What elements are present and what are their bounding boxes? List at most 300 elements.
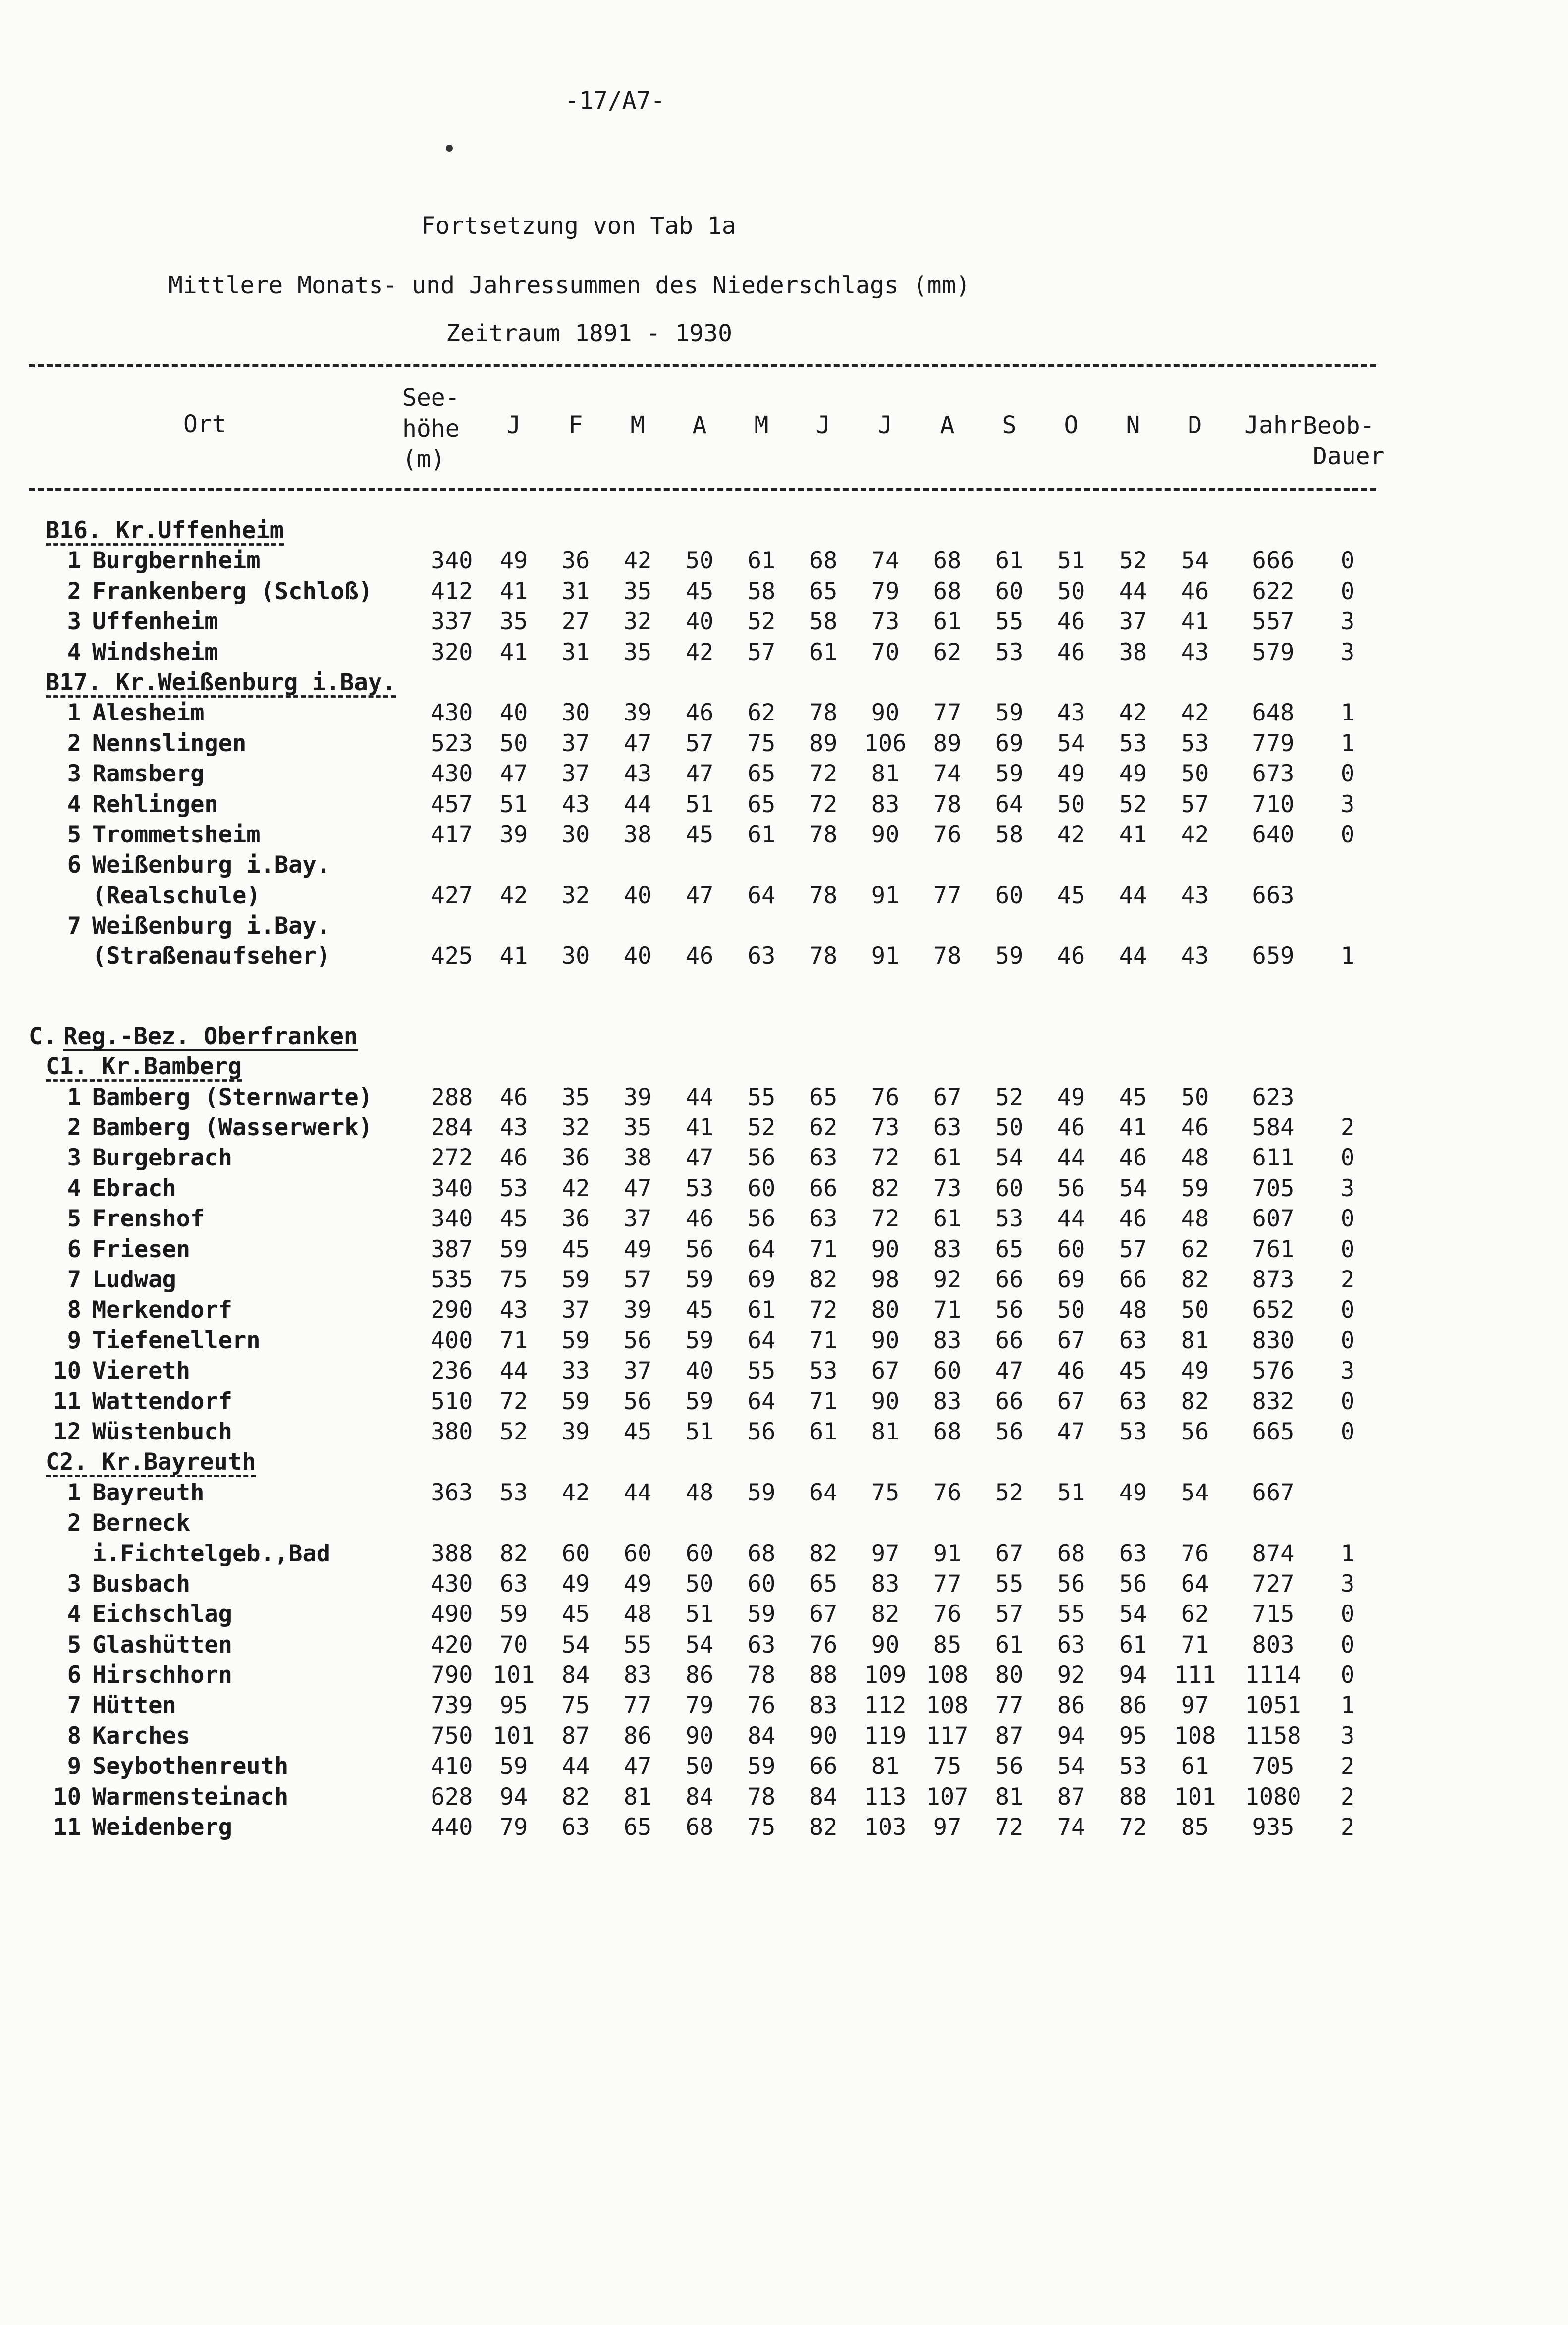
annual-total-cell: 1051	[1245, 1692, 1301, 1719]
monthly-value-cell: 66	[809, 1174, 838, 1202]
observation-duration-cell: 0	[1340, 1235, 1355, 1263]
monthly-value-cell: 69	[1057, 1266, 1085, 1293]
monthly-value-cell: 53	[1119, 1753, 1147, 1780]
station-name: Warmensteinach	[92, 1783, 289, 1811]
monthly-value-cell: 108	[926, 1661, 969, 1689]
monthly-value-cell: 39	[623, 699, 652, 727]
table-row	[0, 1690, 1568, 1720]
observation-duration-cell: 0	[1340, 1387, 1355, 1415]
monthly-value-cell: 46	[1181, 1114, 1209, 1142]
monthly-value-cell: 48	[623, 1601, 652, 1628]
monthly-value-cell: 47	[1057, 1418, 1085, 1445]
monthly-value-cell: 62	[1181, 1601, 1209, 1628]
table-row	[0, 1356, 1568, 1386]
page-number: -17/A7-	[565, 87, 665, 114]
observation-duration-cell: 0	[1340, 760, 1355, 788]
station-name: Seybothenreuth	[92, 1753, 289, 1780]
row-number: 9	[67, 1327, 81, 1354]
elevation-cell: 628	[431, 1783, 473, 1811]
row-number: 5	[67, 1631, 81, 1659]
monthly-value-cell: 56	[1057, 1570, 1085, 1598]
monthly-value-cell: 76	[871, 1083, 900, 1111]
column-header-month: A	[692, 411, 707, 439]
monthly-value-cell: 75	[747, 1814, 776, 1841]
column-header-month: D	[1188, 411, 1202, 439]
header-bottom-rule	[29, 488, 1376, 491]
annual-total-cell: 803	[1252, 1631, 1295, 1659]
column-header-seehoehe: See- höhe (m)	[402, 384, 460, 473]
monthly-value-cell: 61	[809, 1418, 838, 1445]
monthly-value-cell: 92	[933, 1266, 962, 1293]
column-header-month: S	[1002, 411, 1017, 439]
elevation-cell: 340	[431, 1174, 473, 1202]
table-row	[0, 1539, 1568, 1569]
monthly-value-cell: 111	[1174, 1661, 1216, 1689]
station-name: Busbach	[92, 1570, 191, 1598]
monthly-value-cell: 67	[871, 1357, 900, 1385]
elevation-cell: 523	[431, 729, 473, 757]
monthly-value-cell: 46	[1057, 608, 1085, 636]
annual-total-cell: 648	[1252, 699, 1295, 727]
station-name: Friesen	[92, 1235, 191, 1263]
monthly-value-cell: 66	[995, 1327, 1024, 1354]
station-name: Ramsberg	[92, 760, 205, 788]
row-number: 8	[67, 1722, 81, 1750]
monthly-value-cell: 88	[809, 1661, 838, 1689]
observation-duration-cell: 0	[1340, 1631, 1355, 1659]
monthly-value-cell: 51	[685, 790, 714, 818]
monthly-value-cell: 81	[871, 760, 900, 788]
row-number: 2	[67, 577, 81, 605]
monthly-value-cell: 61	[1181, 1753, 1209, 1780]
table-row	[0, 1326, 1568, 1356]
monthly-value-cell: 71	[809, 1235, 838, 1263]
row-number: 10	[53, 1783, 81, 1811]
table-row	[0, 1112, 1568, 1143]
monthly-value-cell: 56	[1181, 1418, 1209, 1445]
monthly-value-cell: 90	[809, 1722, 838, 1750]
monthly-value-cell: 60	[995, 1174, 1024, 1202]
annual-total-cell: 576	[1252, 1357, 1295, 1385]
monthly-value-cell: 89	[809, 729, 838, 757]
monthly-value-cell: 50	[685, 1753, 714, 1780]
monthly-value-cell: 55	[1057, 1601, 1085, 1628]
monthly-value-cell: 31	[561, 577, 590, 605]
monthly-value-cell: 53	[809, 1357, 838, 1385]
observation-duration-cell: 3	[1340, 638, 1355, 666]
monthly-value-cell: 66	[809, 1753, 838, 1780]
observation-duration-cell: 1	[1340, 729, 1355, 757]
monthly-value-cell: 54	[1119, 1174, 1147, 1202]
monthly-value-cell: 52	[995, 1479, 1024, 1506]
monthly-value-cell: 64	[809, 1479, 838, 1506]
monthly-value-cell: 40	[685, 608, 714, 636]
table-row	[0, 1508, 1568, 1538]
monthly-value-cell: 48	[1119, 1296, 1147, 1324]
monthly-value-cell: 97	[933, 1814, 962, 1841]
monthly-value-cell: 76	[933, 821, 962, 848]
monthly-value-cell: 68	[685, 1814, 714, 1841]
monthly-value-cell: 81	[1181, 1327, 1209, 1354]
monthly-value-cell: 44	[623, 1479, 652, 1506]
station-name: Glashütten	[92, 1631, 232, 1659]
monthly-value-cell: 83	[871, 1570, 900, 1598]
monthly-value-cell: 45	[1119, 1357, 1147, 1385]
observation-duration-cell: 3	[1340, 1722, 1355, 1750]
monthly-value-cell: 53	[995, 638, 1024, 666]
station-name: Wattendorf	[92, 1387, 232, 1415]
monthly-value-cell: 38	[623, 1144, 652, 1172]
annual-total-cell: 623	[1252, 1083, 1295, 1111]
monthly-value-cell: 49	[561, 1570, 590, 1598]
monthly-value-cell: 33	[561, 1357, 590, 1385]
station-name: Ludwag	[92, 1266, 176, 1293]
monthly-value-cell: 51	[499, 790, 528, 818]
monthly-value-cell: 97	[871, 1540, 900, 1567]
table-row	[0, 1812, 1568, 1842]
station-name: Bamberg (Sternwarte)	[92, 1083, 373, 1111]
station-name: Hütten	[92, 1692, 176, 1719]
monthly-value-cell: 82	[561, 1783, 590, 1811]
monthly-value-cell: 54	[995, 1144, 1024, 1172]
monthly-value-cell: 69	[747, 1266, 776, 1293]
monthly-value-cell: 56	[623, 1327, 652, 1354]
row-number: 2	[67, 729, 81, 757]
monthly-value-cell: 43	[1181, 882, 1209, 909]
monthly-value-cell: 94	[499, 1783, 528, 1811]
observation-duration-cell: 2	[1340, 1753, 1355, 1780]
monthly-value-cell: 36	[561, 1144, 590, 1172]
monthly-value-cell: 49	[1057, 760, 1085, 788]
monthly-value-cell: 66	[1119, 1266, 1147, 1293]
monthly-value-cell: 89	[933, 729, 962, 757]
elevation-cell: 430	[431, 1570, 473, 1598]
monthly-value-cell: 72	[871, 1144, 900, 1172]
monthly-value-cell: 59	[747, 1601, 776, 1628]
annual-total-cell: 667	[1252, 1479, 1295, 1506]
monthly-value-cell: 31	[561, 638, 590, 666]
observation-duration-cell: 1	[1340, 1692, 1355, 1719]
monthly-value-cell: 75	[933, 1753, 962, 1780]
monthly-value-cell: 82	[1181, 1266, 1209, 1293]
observation-duration-cell: 0	[1340, 1144, 1355, 1172]
observation-duration-cell: 3	[1340, 608, 1355, 636]
table-row	[0, 637, 1568, 667]
monthly-value-cell: 79	[499, 1814, 528, 1841]
annual-total-cell: 705	[1252, 1753, 1295, 1780]
monthly-value-cell: 53	[995, 1205, 1024, 1233]
monthly-value-cell: 90	[685, 1722, 714, 1750]
monthly-value-cell: 59	[685, 1387, 714, 1415]
monthly-value-cell: 77	[933, 882, 962, 909]
column-header-month: N	[1126, 411, 1140, 439]
region-letter: C.	[29, 1022, 57, 1050]
monthly-value-cell: 56	[747, 1205, 776, 1233]
row-number: 4	[67, 1601, 81, 1628]
monthly-value-cell: 42	[1057, 821, 1085, 848]
elevation-cell: 380	[431, 1418, 473, 1445]
monthly-value-cell: 32	[561, 882, 590, 909]
district-title: C1. Kr.Bamberg	[46, 1053, 242, 1081]
row-number: 1	[67, 547, 81, 575]
monthly-value-cell: 119	[864, 1722, 907, 1750]
annual-total-cell: 761	[1252, 1235, 1295, 1263]
monthly-value-cell: 50	[1057, 1296, 1085, 1324]
monthly-value-cell: 56	[995, 1753, 1024, 1780]
monthly-value-cell: 54	[1057, 1753, 1085, 1780]
station-name: Frenshof	[92, 1205, 205, 1233]
monthly-value-cell: 53	[499, 1479, 528, 1506]
monthly-value-cell: 83	[809, 1692, 838, 1719]
monthly-value-cell: 35	[499, 608, 528, 636]
monthly-value-cell: 50	[499, 729, 528, 757]
elevation-cell: 430	[431, 699, 473, 727]
monthly-value-cell: 45	[685, 821, 714, 848]
monthly-value-cell: 83	[933, 1387, 962, 1415]
row-number: 4	[67, 790, 81, 818]
elevation-cell: 272	[431, 1144, 473, 1172]
row-number: 3	[67, 1144, 81, 1172]
monthly-value-cell: 49	[1119, 1479, 1147, 1506]
monthly-value-cell: 59	[561, 1266, 590, 1293]
row-number: 5	[67, 1205, 81, 1233]
station-name: Weidenberg	[92, 1814, 232, 1841]
observation-duration-cell: 0	[1340, 1661, 1355, 1689]
table-row	[0, 1204, 1568, 1234]
monthly-value-cell: 65	[995, 1235, 1024, 1263]
monthly-value-cell: 45	[1057, 882, 1085, 909]
elevation-cell: 387	[431, 1235, 473, 1263]
monthly-value-cell: 63	[499, 1570, 528, 1598]
monthly-value-cell: 41	[499, 942, 528, 970]
monthly-value-cell: 58	[809, 608, 838, 636]
elevation-cell: 510	[431, 1387, 473, 1415]
observation-duration-cell: 0	[1340, 547, 1355, 575]
monthly-value-cell: 41	[1119, 1114, 1147, 1142]
monthly-value-cell: 48	[1181, 1205, 1209, 1233]
annual-total-cell: 873	[1252, 1266, 1295, 1293]
table-caption-continuation: Fortsetzung von Tab 1a	[421, 212, 736, 240]
column-header-jahr: Jahr	[1244, 411, 1302, 439]
monthly-value-cell: 72	[499, 1387, 528, 1415]
monthly-value-cell: 40	[623, 882, 652, 909]
observation-duration-cell: 0	[1340, 1418, 1355, 1445]
monthly-value-cell: 42	[1181, 821, 1209, 848]
monthly-value-cell: 65	[747, 790, 776, 818]
annual-total-cell: 830	[1252, 1327, 1295, 1354]
monthly-value-cell: 46	[499, 1083, 528, 1111]
monthly-value-cell: 53	[499, 1174, 528, 1202]
monthly-value-cell: 43	[561, 790, 590, 818]
monthly-value-cell: 60	[747, 1174, 776, 1202]
table-row	[0, 820, 1568, 850]
column-header-ort: Ort	[183, 410, 226, 438]
monthly-value-cell: 70	[499, 1631, 528, 1659]
station-name: Ebrach	[92, 1174, 176, 1202]
monthly-value-cell: 32	[623, 608, 652, 636]
monthly-value-cell: 83	[623, 1661, 652, 1689]
monthly-value-cell: 45	[1119, 1083, 1147, 1111]
row-number: 7	[67, 912, 81, 940]
monthly-value-cell: 60	[995, 882, 1024, 909]
monthly-value-cell: 68	[933, 1418, 962, 1445]
monthly-value-cell: 50	[1181, 1083, 1209, 1111]
district-heading	[0, 1052, 1568, 1082]
district-title: B17. Kr.Weißenburg i.Bay.	[46, 668, 396, 696]
monthly-value-cell: 45	[561, 1601, 590, 1628]
monthly-value-cell: 55	[995, 1570, 1024, 1598]
monthly-value-cell: 50	[685, 547, 714, 575]
column-header-month: M	[754, 411, 769, 439]
monthly-value-cell: 65	[747, 760, 776, 788]
row-number: 11	[53, 1814, 81, 1841]
column-header-month: A	[940, 411, 955, 439]
station-name: Windsheim	[92, 638, 218, 666]
monthly-value-cell: 38	[623, 821, 652, 848]
monthly-value-cell: 54	[1119, 1601, 1147, 1628]
monthly-value-cell: 90	[871, 1387, 900, 1415]
speck-mark	[446, 145, 453, 152]
monthly-value-cell: 87	[561, 1722, 590, 1750]
monthly-value-cell: 45	[561, 1235, 590, 1263]
monthly-value-cell: 38	[1119, 638, 1147, 666]
monthly-value-cell: 47	[685, 1144, 714, 1172]
observation-duration-cell: 2	[1340, 1266, 1355, 1293]
observation-duration-cell: 3	[1340, 1174, 1355, 1202]
annual-total-cell: 832	[1252, 1387, 1295, 1415]
monthly-value-cell: 27	[561, 608, 590, 636]
observation-duration-cell: 3	[1340, 1357, 1355, 1385]
monthly-value-cell: 46	[1057, 942, 1085, 970]
monthly-value-cell: 51	[1057, 547, 1085, 575]
monthly-value-cell: 75	[747, 729, 776, 757]
station-name: Alesheim	[92, 699, 205, 727]
station-name: Eichschlag	[92, 1601, 232, 1628]
column-header-month: J	[506, 411, 521, 439]
monthly-value-cell: 97	[1181, 1692, 1209, 1719]
monthly-value-cell: 70	[871, 638, 900, 666]
annual-total-cell: 874	[1252, 1540, 1295, 1567]
monthly-value-cell: 52	[747, 1114, 776, 1142]
table-row	[0, 881, 1568, 911]
monthly-value-cell: 82	[1181, 1387, 1209, 1415]
row-number: 7	[67, 1692, 81, 1719]
monthly-value-cell: 56	[623, 1387, 652, 1415]
monthly-value-cell: 87	[995, 1722, 1024, 1750]
monthly-value-cell: 69	[995, 729, 1024, 757]
column-header-beob: Beob- Dauer	[1303, 412, 1385, 470]
monthly-value-cell: 82	[809, 1540, 838, 1567]
row-number: 2	[67, 1114, 81, 1142]
observation-duration-cell: 0	[1340, 1601, 1355, 1628]
monthly-value-cell: 61	[933, 1205, 962, 1233]
monthly-value-cell: 60	[1057, 1235, 1085, 1263]
row-number: 4	[67, 1174, 81, 1202]
elevation-cell: 340	[431, 1205, 473, 1233]
monthly-value-cell: 30	[561, 942, 590, 970]
monthly-value-cell: 50	[685, 1570, 714, 1598]
monthly-value-cell: 66	[995, 1266, 1024, 1293]
monthly-value-cell: 44	[561, 1753, 590, 1780]
monthly-value-cell: 43	[1181, 638, 1209, 666]
monthly-value-cell: 87	[1057, 1783, 1085, 1811]
monthly-value-cell: 79	[871, 577, 900, 605]
monthly-value-cell: 46	[1057, 1357, 1085, 1385]
monthly-value-cell: 58	[995, 821, 1024, 848]
annual-total-cell: 935	[1252, 1814, 1295, 1841]
monthly-value-cell: 45	[685, 577, 714, 605]
monthly-value-cell: 90	[871, 1631, 900, 1659]
monthly-value-cell: 83	[933, 1235, 962, 1263]
monthly-value-cell: 43	[499, 1296, 528, 1324]
monthly-value-cell: 47	[685, 760, 714, 788]
monthly-value-cell: 39	[623, 1296, 652, 1324]
monthly-value-cell: 59	[499, 1753, 528, 1780]
monthly-value-cell: 56	[1057, 1174, 1085, 1202]
monthly-value-cell: 47	[623, 1753, 652, 1780]
monthly-value-cell: 72	[809, 1296, 838, 1324]
monthly-value-cell: 71	[499, 1327, 528, 1354]
elevation-cell: 340	[431, 547, 473, 575]
observation-duration-cell: 1	[1340, 942, 1355, 970]
monthly-value-cell: 67	[1057, 1387, 1085, 1415]
elevation-cell: 440	[431, 1814, 473, 1841]
row-number: 1	[67, 1083, 81, 1111]
monthly-value-cell: 72	[1119, 1814, 1147, 1841]
elevation-cell: 412	[431, 577, 473, 605]
monthly-value-cell: 40	[623, 942, 652, 970]
monthly-value-cell: 50	[1057, 577, 1085, 605]
district-heading	[0, 515, 1568, 546]
observation-duration-cell: 0	[1340, 1296, 1355, 1324]
monthly-value-cell: 47	[623, 729, 652, 757]
annual-total-cell: 607	[1252, 1205, 1295, 1233]
monthly-value-cell: 35	[623, 1114, 652, 1142]
monthly-value-cell: 61	[809, 638, 838, 666]
monthly-value-cell: 41	[1119, 821, 1147, 848]
monthly-value-cell: 64	[1181, 1570, 1209, 1598]
monthly-value-cell: 79	[685, 1692, 714, 1719]
monthly-value-cell: 61	[1119, 1631, 1147, 1659]
monthly-value-cell: 67	[1057, 1327, 1085, 1354]
monthly-value-cell: 76	[1181, 1540, 1209, 1567]
monthly-value-cell: 54	[1181, 547, 1209, 575]
monthly-value-cell: 61	[747, 821, 776, 848]
monthly-value-cell: 49	[623, 1570, 652, 1598]
monthly-value-cell: 43	[1181, 942, 1209, 970]
monthly-value-cell: 77	[623, 1692, 652, 1719]
row-number: 5	[67, 821, 81, 848]
monthly-value-cell: 42	[685, 638, 714, 666]
annual-total-cell: 1080	[1245, 1783, 1301, 1811]
observation-duration-cell: 0	[1340, 577, 1355, 605]
monthly-value-cell: 88	[1119, 1783, 1147, 1811]
monthly-value-cell: 86	[1057, 1692, 1085, 1719]
row-number: 6	[67, 1235, 81, 1263]
monthly-value-cell: 82	[809, 1266, 838, 1293]
annual-total-cell: 666	[1252, 547, 1295, 575]
monthly-value-cell: 68	[933, 547, 962, 575]
monthly-value-cell: 37	[623, 1205, 652, 1233]
table-row	[0, 546, 1568, 576]
monthly-value-cell: 75	[871, 1479, 900, 1506]
monthly-value-cell: 41	[499, 577, 528, 605]
station-name: Weißenburg i.Bay.	[92, 912, 331, 940]
monthly-value-cell: 41	[685, 1114, 714, 1142]
row-number: 3	[67, 1570, 81, 1598]
monthly-value-cell: 63	[809, 1205, 838, 1233]
annual-total-cell: 705	[1252, 1174, 1295, 1202]
